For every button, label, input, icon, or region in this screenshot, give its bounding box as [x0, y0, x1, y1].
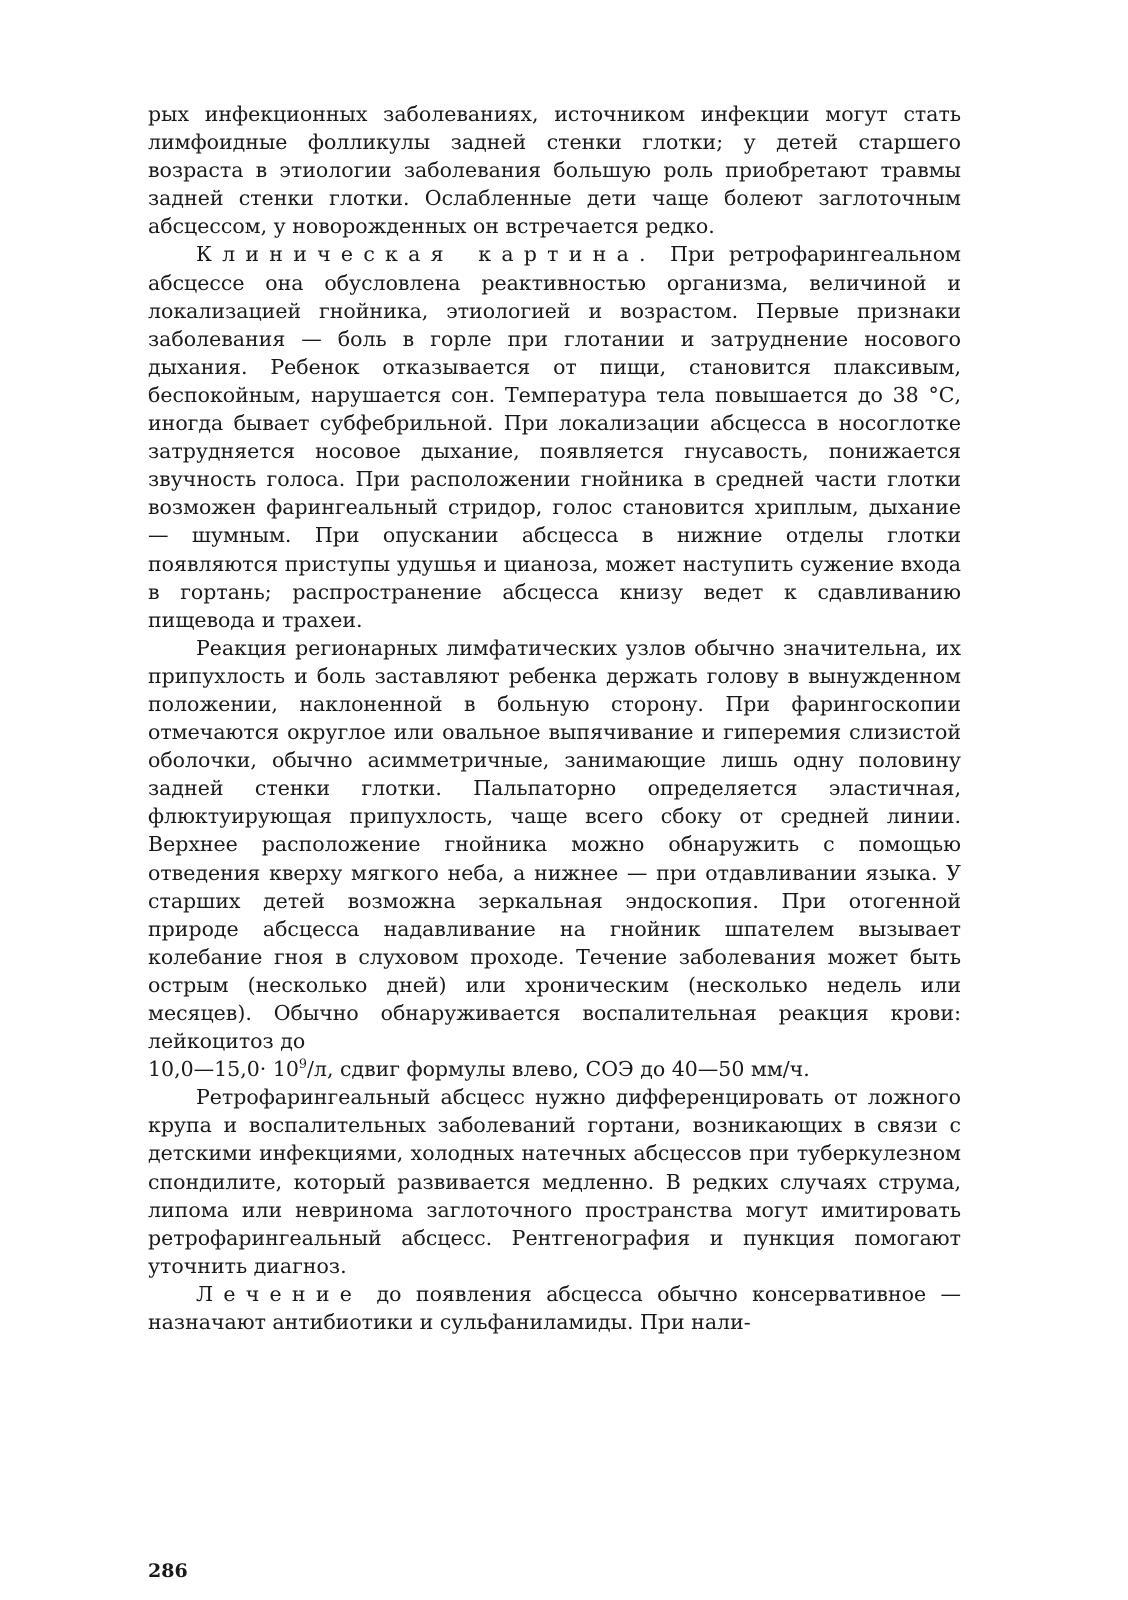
- formula-exponent: 9: [298, 1056, 308, 1072]
- paragraph-3: [148, 634, 961, 1055]
- paragraph-4: [148, 1083, 961, 1280]
- paragraph-4-text: Ретрофарингеальный абсцесс нужно дифференцировать от ложного крупа и воспалительных заболеваний гортани, возникающих в связи с детскими инфекциями, холодных натечных абсцессов при туберкулезном спондилите, который развивается медленно. В редких случаях струма, липома или невринома заглоточного пространства могут имитировать ретрофарингеальный абсцесс. Рентгенография и пункция помогают уточнить диагноз.: [148, 1085, 961, 1278]
- formula-after: /л, сдвиг формулы влево, СОЭ до 40—50 мм/ч.: [307, 1057, 810, 1082]
- section-lead-clinical-picture: Клиническая картина.: [196, 242, 656, 267]
- section-lead-treatment: Лечение: [196, 1281, 363, 1306]
- page-body: [148, 100, 961, 1336]
- paragraph-2-text: При ретрофарингеальном абсцессе она обусловлена реактивностью организма, величиной и локализацией гнойника, этиологией и возрастом. Первые признаки заболевания — боль в горле при глотании и затруднение носового дыхания. Ребенок отказывается от пищи, становится плаксивым, беспокойным, нарушается сон. Температура тела повышается до 38 °С, иногда бывает субфебрильной. При локализации абсцесса в носоглотке затрудняется носовое дыхание, появляется гнусавость, понижается звучность голоса. При расположении гнойника в средней части глотки возможен фарингеальный стридор, голос становится хриплым, дыхание — шумным. При опускании абсцесса в нижние отделы глотки появляются приступы удушья и цианоза, может наступить сужение входа в гортань; распространение абсцесса книзу ведет к сдавливанию пищевода и трахеи.: [148, 242, 961, 632]
- paragraph-1-text: рых инфекционных заболеваниях, источником инфекции могут стать лимфоидные фолликулы задней стенки глотки; у детей старшего возраста в этиологии заболевания большую роль приобретают травмы задней стенки глотки. Ослабленные дети чаще болеют заглоточным абсцессом, у новорожденных он встречается редко.: [148, 102, 961, 239]
- paragraph-3-text: Реакция регионарных лимфатических узлов обычно значительна, их припухлость и боль заставляют ребенка держать голову в вынужденном положении, наклоненной в больную сторону. При фарингоскопии отмечаются округлое или овальное выпячивание и гиперемия слизистой оболочки, обычно асимметричные, занимающие лишь одну половину задней стенки глотки. Пальпаторно определяется эластичная, флюктуирующая припухлость, чаще всего сбоку от средней линии. Верхнее расположение гнойника можно обнаружить с помощью отведения кверху мягкого неба, а нижнее — при отдавливании языка. У старших детей возможна зеркальная эндоскопия. При отогенной природе абсцесса надавливание на гнойник шпателем вызывает колебание гноя в слуховом проходе. Течение заболевания может быть острым (несколько дней) или хроническим (несколько недель или месяцев). Обычно обнаруживается воспалительная реакция крови: лейкоцитоз до: [148, 635, 961, 1054]
- paragraph-2: [148, 240, 961, 633]
- paragraph-1: [148, 100, 961, 240]
- paragraph-5-text: до появления абсцесса обычно консервативное — назначают антибиотики и сульфаниламиды. При нали-: [148, 1281, 961, 1335]
- paragraph-5: [148, 1280, 961, 1336]
- formula-line: [148, 1055, 961, 1083]
- page-number: 286: [148, 1560, 188, 1582]
- formula-before: 10,0—15,0· 10: [148, 1057, 299, 1082]
